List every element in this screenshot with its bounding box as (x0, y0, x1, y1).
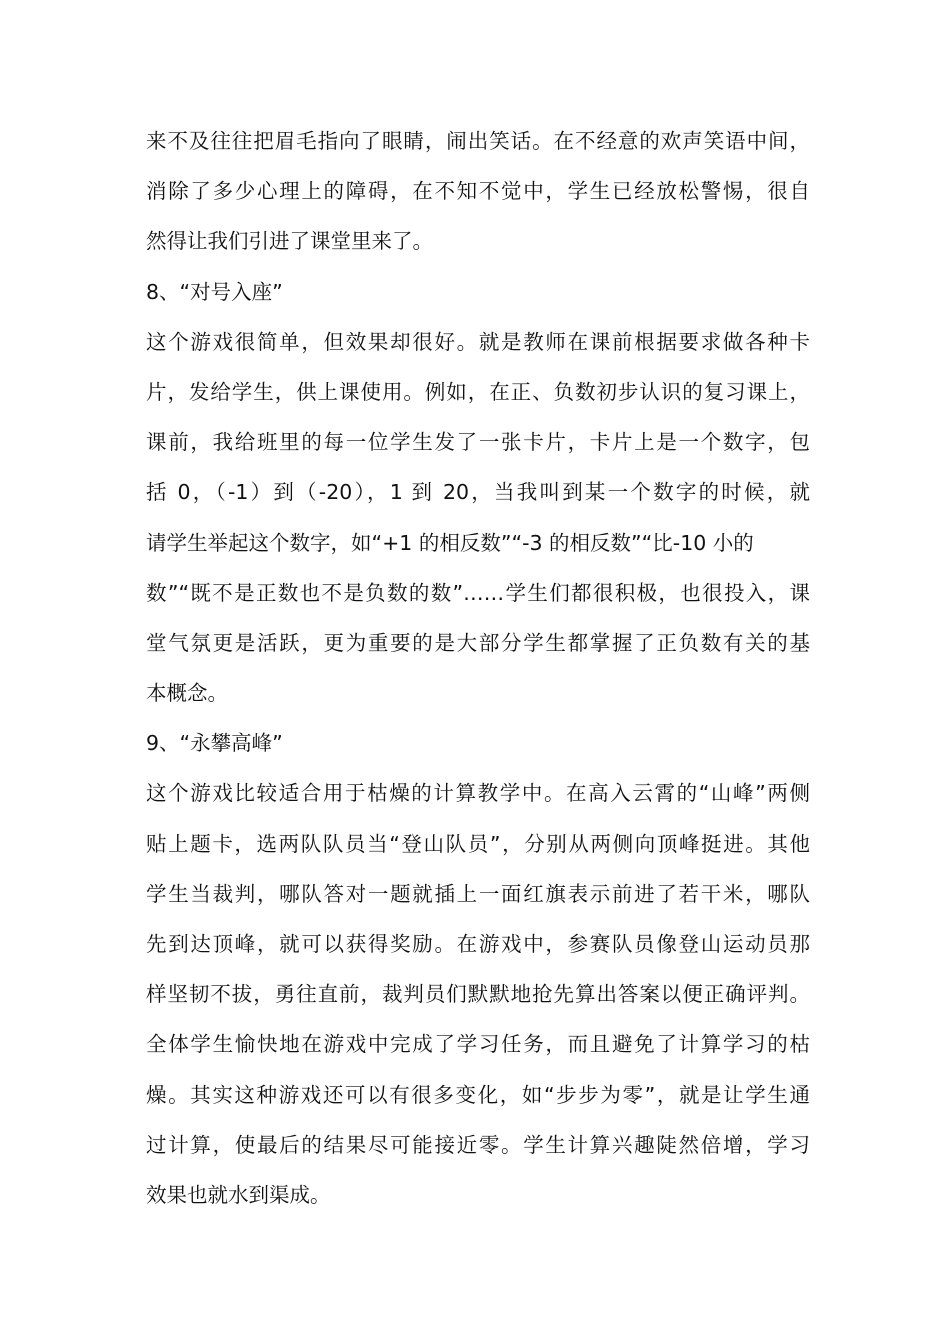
paragraph-line: 来不及往往把眉毛指向了眼睛，闹出笑话。在不经意的欢声笑语中间， (146, 129, 810, 153)
paragraph-line: 先到达顶峰，就可以获得奖励。在游戏中，参赛队员像登山运动员那 (146, 932, 810, 956)
paragraph-line: 本概念。 (146, 681, 228, 706)
section-heading: 8、“对号入座” (146, 279, 283, 304)
paragraph-line: 堂气氛更是活跃，更为重要的是大部分学生都掌握了正负数有关的基 (146, 630, 810, 655)
paragraph-line: 数”“既不是正数也不是负数的数”……学生们都很积极，也很投入，课 (146, 580, 810, 605)
paragraph-line: 课前，我给班里的每一位学生发了一张卡片，卡片上是一个数字，包 (146, 430, 810, 455)
paragraph-line: 消除了多少心理上的障碍，在不知不觉中，学生已经放松警惕，很自 (146, 179, 810, 204)
paragraph-line: 效果也就水到渠成。 (146, 1182, 331, 1207)
paragraph-line: 请学生举起这个数字，如“+1 的相反数”“-3 的相反数”“比-10 小的 (146, 530, 754, 555)
paragraph-line: 括 0，（-1）到（-20），1 到 20，当我叫到某一个数字的时候，就 (146, 480, 810, 505)
paragraph-line: 过计算，使最后的结果尽可能接近零。学生计算兴趣陡然倍增，学习 (146, 1132, 810, 1157)
paragraph-line: 贴上题卡，选两队队员当“登山队员”，分别从两侧向顶峰挺进。其他 (146, 831, 810, 856)
section-heading: 9、“永攀高峰” (146, 731, 283, 756)
paragraph-line: 样坚韧不拔，勇往直前，裁判员们默默地抢先算出答案以便正确评判。 (146, 982, 810, 1007)
document-page (146, 116, 810, 1220)
paragraph-line: 燥。其实这种游戏还可以有很多变化，如“步步为零”，就是让学生通 (146, 1082, 810, 1107)
paragraph-line: 这个游戏很简单，但效果却很好。就是教师在课前根据要求做各种卡 (146, 329, 810, 354)
paragraph-line: 然得让我们引进了课堂里来了。 (146, 229, 433, 254)
paragraph-line: 这个游戏比较适合用于枯燥的计算教学中。在高入云霄的“山峰”两侧 (146, 781, 810, 806)
paragraph-line: 片，发给学生，供上课使用。例如，在正、负数初步认识的复习课上， (146, 379, 810, 404)
paragraph-line: 学生当裁判，哪队答对一题就插上一面红旗表示前进了若干米，哪队 (146, 881, 810, 906)
paragraph-line: 全体学生愉快地在游戏中完成了学习任务，而且避免了计算学习的枯 (146, 1032, 810, 1057)
